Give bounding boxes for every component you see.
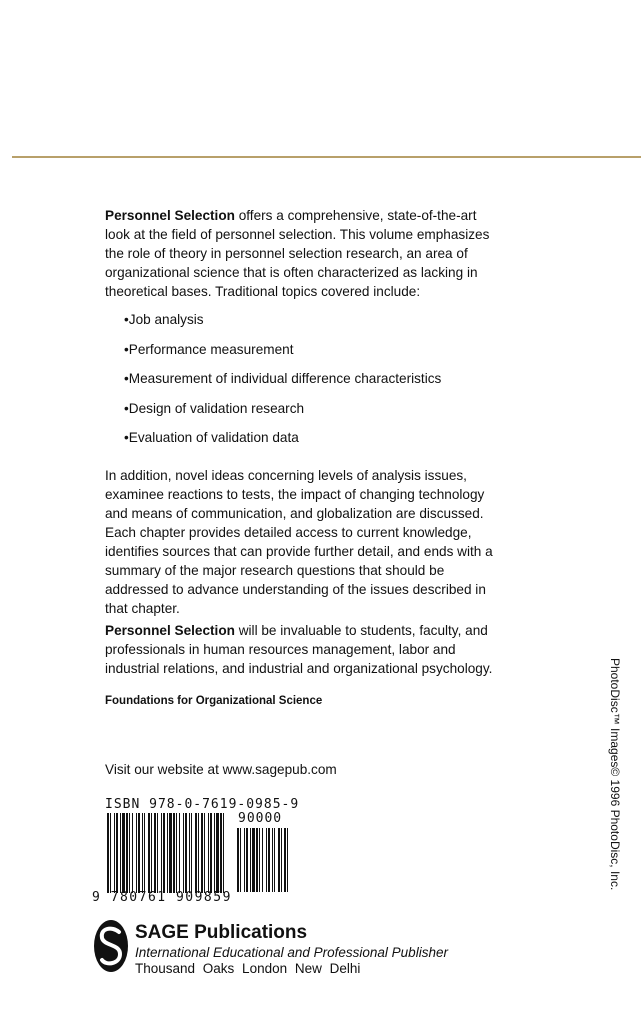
closing-text: will be invaluable to students, faculty, and professionals in human resources management, labor and industrial relations, and industrial and organizational psychology. <box>105 623 493 676</box>
topic-item: • Measurement of individual difference characteristics <box>124 369 441 399</box>
topic-item: • Evaluation of validation data <box>124 428 441 458</box>
book-title: Personnel Selection <box>105 623 235 638</box>
isbn-text: ISBN 978-0-7619-0985-9 <box>105 797 300 812</box>
publisher-cities: Thousand Oaks London New Delhi <box>135 961 361 976</box>
book-title: Personnel Selection <box>105 208 235 223</box>
topic-item: • Design of validation research <box>124 399 441 429</box>
details-paragraph: In addition, novel ideas concerning levels of analysis issues, examinee reactions to tests, the impact of changing technology and means of communication, and globalization are discussed. Each chapter provides detailed access to current knowledge, identifies sources that can provide further detail, and ends with a summary of the major research questions that should be addressed to advance understanding of the issues described in that chapter. <box>105 468 493 616</box>
closing-paragraph <box>105 621 505 678</box>
topic-item: • Performance measurement <box>124 340 441 370</box>
ean-barcode <box>107 813 225 893</box>
addon-barcode <box>237 828 291 892</box>
topics-list <box>124 310 441 458</box>
sage-logo-icon <box>92 918 130 974</box>
addon-code: 90000 <box>238 811 283 826</box>
intro-paragraph <box>105 206 505 301</box>
topic-item: • Job analysis <box>124 310 441 340</box>
publisher-name: SAGE Publications <box>135 922 308 943</box>
website-text: Visit our website at www.sagepub.com <box>105 762 337 777</box>
publisher-tagline: International Educational and Professional Publisher <box>135 945 448 960</box>
top-divider <box>12 156 641 158</box>
ean-digits: 9 780761 909859 <box>92 890 232 905</box>
photo-credit: PhotoDisc™ Images© 1996 PhotoDisc, Inc. <box>608 658 622 891</box>
intro-text: offers a comprehensive, state-of-the-art look at the field of personnel selection. This volume emphasizes the role of theory in personnel selection research, an area of organizational science that is often characterized as lacking in theoretical bases. Traditional topics covered include: <box>105 208 490 299</box>
series-name: Foundations for Organizational Science <box>105 695 323 707</box>
